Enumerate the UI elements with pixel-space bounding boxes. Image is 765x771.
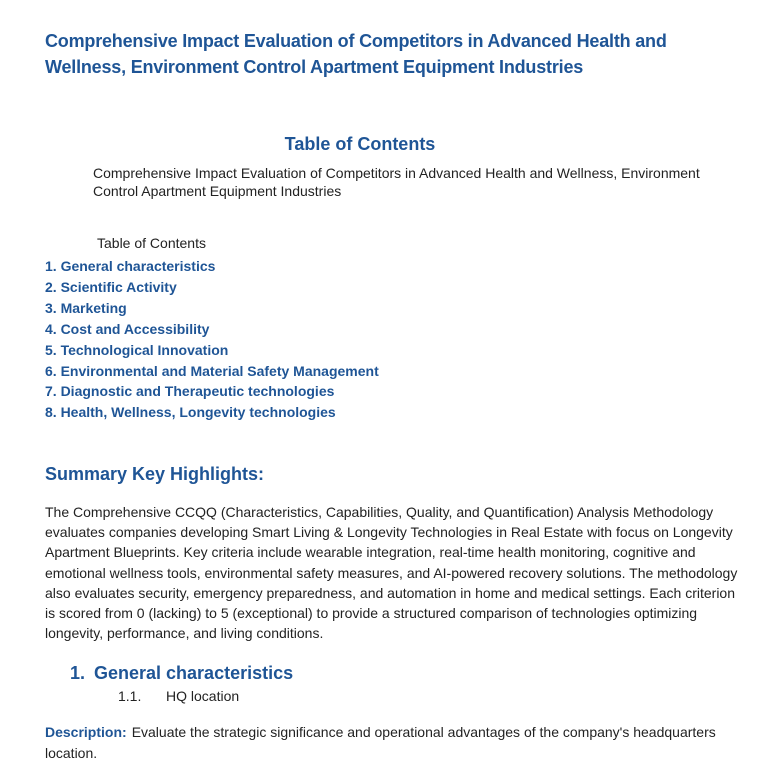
toc-heading: Table of Contents <box>284 134 436 154</box>
subsection-number: 1.1. <box>118 688 142 704</box>
toc-item-diagnostic-therapeutic[interactable]: 7. Diagnostic and Therapeutic technologies <box>45 383 335 400</box>
subsection-heading <box>118 687 239 705</box>
toc-list <box>45 256 379 423</box>
section-number: 1. <box>70 663 86 683</box>
document-title: Comprehensive Impact Evaluation of Competitors in Advanced Health and Wellness, Environment Control Apartment Equipment Industries <box>45 31 667 77</box>
summary-body: The Comprehensive CCQQ (Characteristics, Capabilities, Quality, and Quantification) Analysis Methodology evaluates companies developing Smart Living & Longevity Technologies in Real Estate with focus on Longevity Apartment Blueprints. Key criteria include wearable integration, real-time health monitoring, cognitive and emotional wellness tools, environmental safety measures, and AI-powered recovery solutions. The methodology also evaluates security, emergency preparedness, and automation in home and medical settings. Each criterion is scored from 0 (lacking) to 5 (exceptional) to provide a structured comparison of technologies optimizing longevity, performance, and living conditions. <box>45 504 738 642</box>
toc-item-environmental-safety[interactable]: 6. Environmental and Material Safety Management <box>45 362 379 379</box>
toc-label: Table of Contents <box>97 235 206 251</box>
toc-item-scientific-activity[interactable]: 2. Scientific Activity <box>45 278 177 295</box>
description-label: Description: <box>45 724 127 740</box>
toc-item-technological-innovation[interactable]: 5. Technological Innovation <box>45 341 229 358</box>
section-heading <box>70 661 293 685</box>
toc-item-health-wellness-longevity[interactable]: 8. Health, Wellness, Longevity technologies <box>45 404 336 421</box>
description <box>45 722 745 763</box>
subsection-title: HQ location <box>166 688 240 704</box>
section-title: General characteristics <box>94 663 294 683</box>
summary-heading: Summary Key Highlights: <box>45 464 265 484</box>
description-text: Evaluate the strategic significance and operational advantages of the company's headquarters location. <box>45 724 716 761</box>
toc-item-general-characteristics[interactable]: 1. General characteristics <box>45 258 216 274</box>
toc-item-marketing[interactable]: 3. Marketing <box>45 299 127 316</box>
toc-item-cost-accessibility[interactable]: 4. Cost and Accessibility <box>45 320 210 337</box>
toc-subtitle: Comprehensive Impact Evaluation of Competitors in Advanced Health and Wellness, Environment Control Apartment Equipment Industries <box>93 165 700 199</box>
